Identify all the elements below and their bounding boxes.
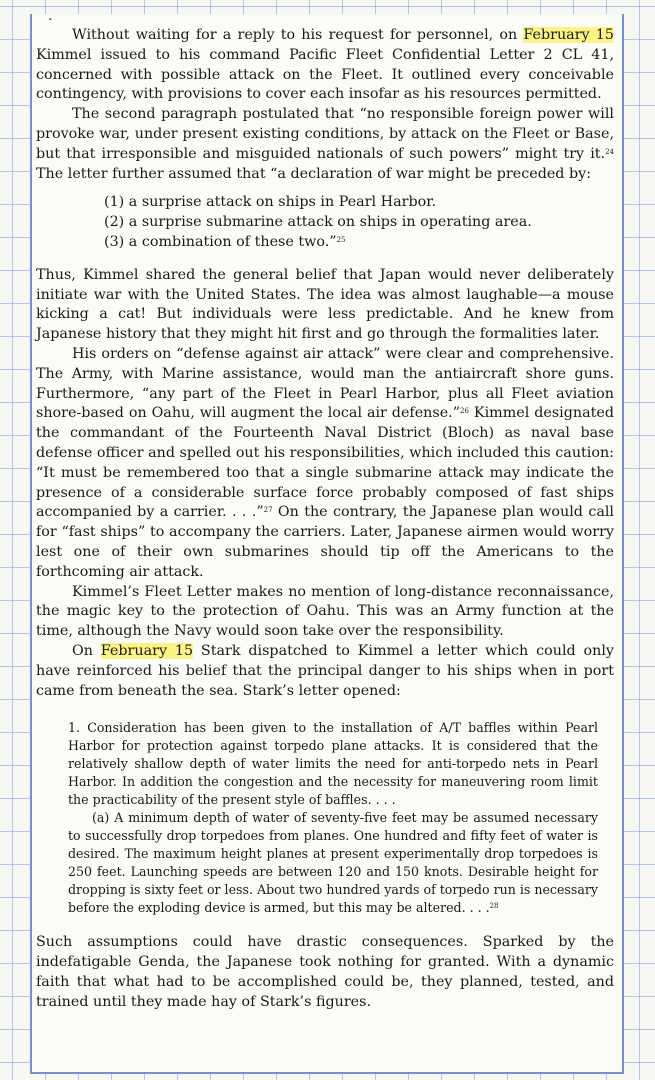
footnote-ref: 24 (605, 147, 614, 156)
list-item: (3) a combination of these two.”$^{25}$ (104, 233, 346, 250)
list-item: (2) a surprise submarine attack on ships in operating area. (104, 214, 532, 231)
footnote-ref: 28 (489, 902, 499, 911)
closing-paragraph: Such assumptions could have drastic consequences. Sparked by the indefatigable Genda, the Japanese took nothing for granted. With a dynamic faith that what had to be accomplished could be, they planned, tested, and trained until they made hay of Stark’s figures. (36, 934, 614, 1010)
paragraph-3: Thus, Kimmel shared the general belief that Japan would never deliberately initiate war with the United States. The idea was almost laughable—a mouse kicking a cat! But individuals were less predictable. And he knew from Japanese history that they might hit first and go through the formalities later. (36, 266, 614, 343)
block-quote (68, 719, 598, 917)
paragraph-2: The second paragraph postulated that “no responsible foreign power will provoke war, under present existing conditions, by attack on the Fleet or Base, but that irresponsible and misguided nationals of such powers” might try it.$^{24}$ The letter further assumed that “a declaration of war might be preceded by: (36, 106, 614, 182)
attack-list (104, 193, 614, 252)
highlight-date: February 15 (523, 27, 614, 43)
corner-mark: · (48, 12, 53, 28)
paragraph-4: His orders on “defense against air attack” were clear and comprehensive. The Army, with Marine assistance, would man the antiaircraft shore guns. Furthermore, “any part of the Fleet in Pearl Harbor, plus all Fleet aviation shore-based on Oahu, will augment the local air defense.”$^{26}$ Kimmel designated the commandant of the Fourteenth Naval District (Bloch) as naval base defense officer and spelled out his responsibilities, which included this caution: “It must be remembered too that a single submarine attack may indicate the presence of a considerable surface force probably composed of fast ships accompanied by a carrier. . . .”$^{27}$ On the contrary, the Japanese plan would call for “fast ships” to accompany the carriers. Later, Japanese airmen would worry lest one of their own submarines should tip off the Americans to the forthcoming air attack. (36, 345, 614, 580)
paragraph-5: Kimmel’s Fleet Letter makes no mention of long-distance reconnaissance, the magic key to the protection of Oahu. This was an Army function at the time, although the Navy would soon take over the responsibility. (36, 583, 614, 640)
quote-paragraph-2: (a) A minimum depth of water of seventy-five feet may be assumed necessary to successfully drop torpedoes from planes. One hundred and fifty feet of water is desired. The maximum height planes at present experimentally drop torpedoes is 250 feet. Launching speeds are between 120 and 150 knots. Desirable height for dropping is sixty feet or less. About two hundred yards of torpedo run is necessary before the exploding device is armed, but this may be altered. . . .$^{28}$ (68, 810, 598, 916)
footnote-ref: 26 (460, 407, 469, 416)
list-item: (1) a surprise attack on ships in Pearl Harbor. (104, 194, 437, 211)
paragraph-1: Without waiting for a reply to his request for personnel, on February 15 Kimmel issued to his command Pacific Fleet Confidential Letter 2 CL 41, concerned with possible attack on the Fleet. It outlined every conceivable contingency, with provisions to cover each insofar as his resources permitted. (36, 27, 614, 103)
highlight-date: February 15 (100, 642, 194, 659)
text-column (36, 26, 614, 1012)
footnote-ref: 27 (263, 506, 273, 515)
paragraph-6: On February 15 Stark dispatched to Kimmel a letter which could only have reinforced his belief that the principal danger to his ships when in port came from beneath the sea. Stark’s letter opened: (36, 642, 614, 699)
footnote-ref: 25 (336, 235, 346, 244)
quote-paragraph-1: 1. Consideration has been given to the installation of A/T baffles within Pearl Harbor for protection against torpedo plane attacks. It is considered that the relatively shallow depth of water limits the need for anti-torpedo nets in Pearl Harbor. In addition the congestion and the necessity for maneuvering room limit the practicability of the present style of baffles. . . . (68, 720, 598, 808)
